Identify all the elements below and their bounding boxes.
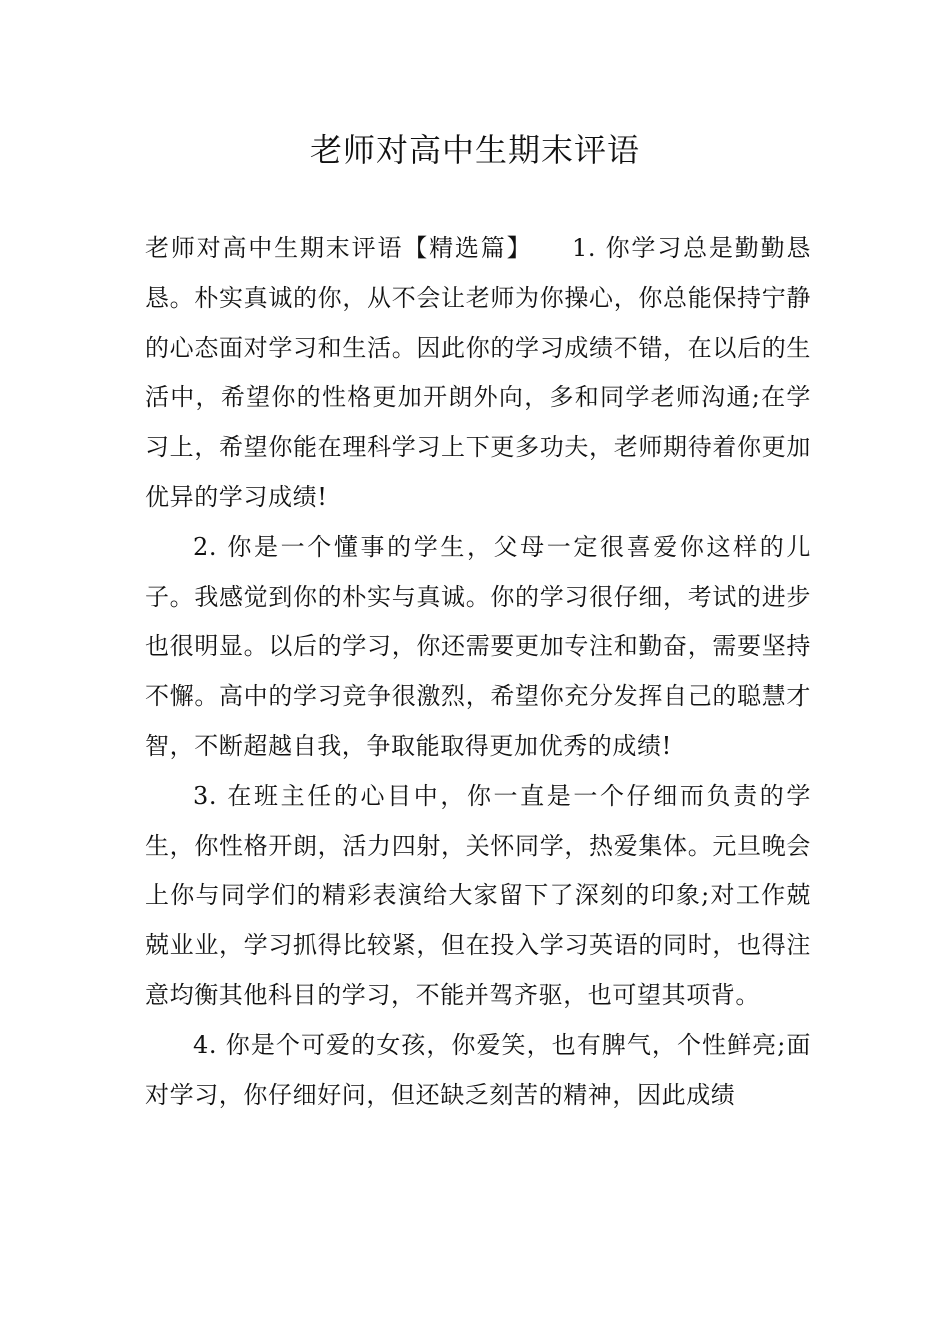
document-title: 老师对高中生期末评语	[309, 131, 640, 169]
document-body	[145, 224, 811, 1120]
paragraph-2: 2. 你是一个懂事的学生，父母一定很喜爱你这样的儿子。我感觉到你的朴实与真诚。你的学习很仔细，考试的进步也很明显。以后的学习，你还需要更加专注和勤奋，需要坚持不懈。高中的学习竞争很激烈，希望你充分发挥自己的聪慧才智，不断超越自我，争取能取得更加优秀的成绩!	[145, 532, 811, 760]
paragraph-3: 3. 在班主任的心目中，你一直是一个仔细而负责的学生，你性格开朗，活力四射，关怀同学，热爱集体。元旦晚会上你与同学们的精彩表演给大家留下了深刻的印象;对工作兢兢业业，学习抓得比较紧，但在投入学习英语的同时，也得注意均衡其他科目的学习，不能并驾齐驱，也可望其项背。	[145, 781, 811, 1009]
paragraph-1: 老师对高中生期末评语【精选篇】 1. 你学习总是勤勤恳恳。朴实真诚的你，从不会让老师为你操心，你总能保持宁静的心态面对学习和生活。因此你的学习成绩不错，在以后的生活中，希望你的性格更加开朗外向，多和同学老师沟通;在学习上，希望你能在理科学习上下更多功夫，老师期待着你更加优异的学习成绩!	[145, 234, 811, 511]
paragraph-4: 4. 你是个可爱的女孩，你爱笑，也有脾气，个性鲜亮;面对学习，你仔细好问，但还缺乏刻苦的精神，因此成绩	[145, 1030, 811, 1109]
